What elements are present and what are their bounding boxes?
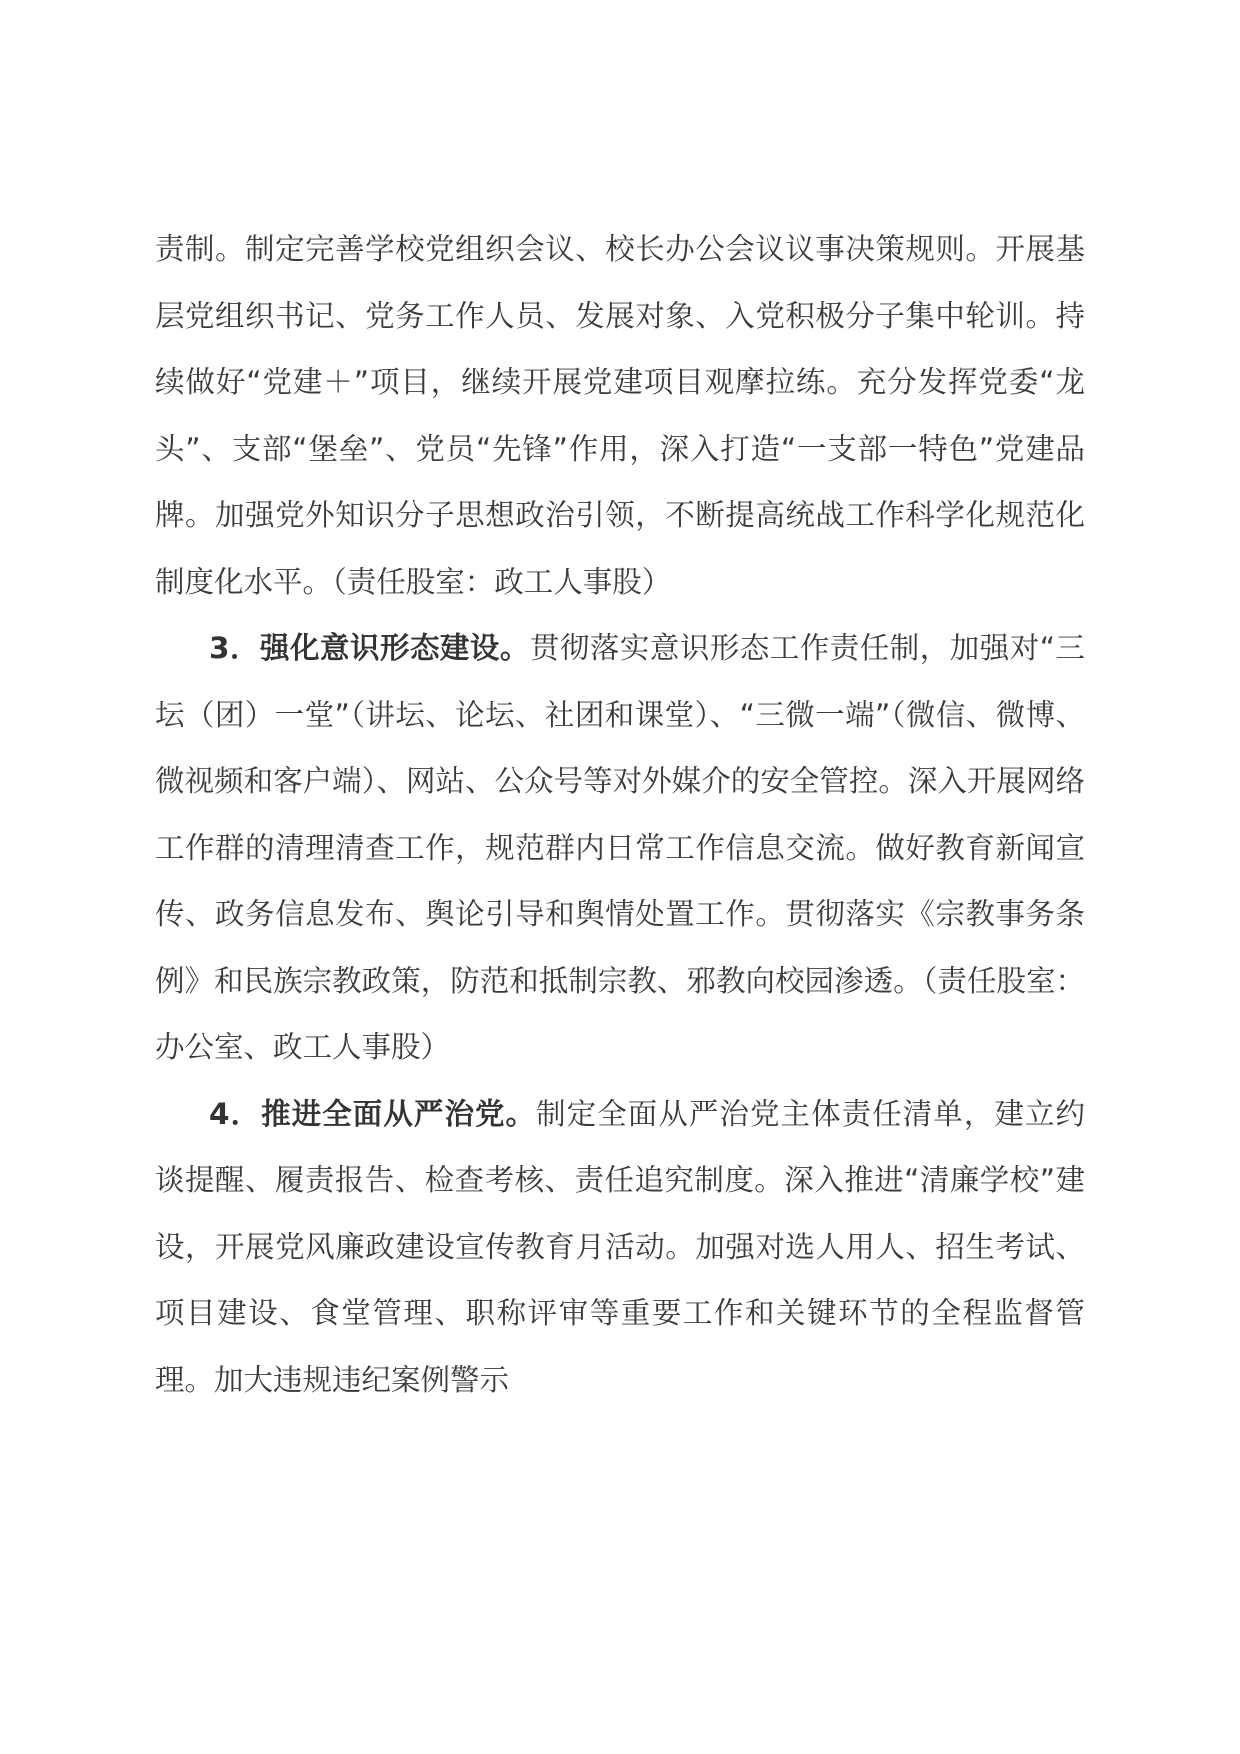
paragraph-text: 制定全面从严治党主体责任清单，建立约谈提醒、履责报告、检查考核、责任追究制度。深入推进“清廉学校”建设，开展党风廉政建设宣传教育月活动。加强对选人用人、招生考试、项目建设、食堂管理、职称评审等重要工作和关键环节的全程监督管理。加大违规违纪案例警示 xyxy=(155,1096,1085,1397)
paragraph-heading: 4．推进全面从严治党。 xyxy=(209,1096,537,1131)
paragraph-text: 责制。制定完善学校党组织会议、校长办公会议议事决策规则。开展基层党组织书记、党务工作人员、发展对象、入党积极分子集中轮训。持续做好“党建＋”项目，继续开展党建项目观摩拉练。充分发挥党委“龙头”、支部“堡垒”、党员“先锋”作用，深入打造“一支部一特色”党建品牌。加强党外知识分子思想政治引领，不断提高统战工作科学化规范化制度化水平。（责任股室：政工人事股） xyxy=(155,232,1085,599)
paragraph-strict-governance xyxy=(155,1081,1085,1414)
paragraph-text: 贯彻落实意识形态工作责任制，加强对“三坛（团）一堂”（讲坛、论坛、社团和课堂）、“三微一端”（微信、微博、微视频和客户端）、网站、公众号等对外媒介的安全管控。深入开展网络工作群的清理清查工作，规范群内日常工作信息交流。做好教育新闻宣传、政务信息发布、舆论引导和舆情处置工作。贯彻落实《宗教事务条例》和民族宗教政策，防范和抵制宗教、邪教向校园渗透。（责任股室：办公室、政工人事股） xyxy=(155,631,1085,1064)
paragraph-ideology xyxy=(155,615,1085,1081)
paragraph-party-building-continued xyxy=(155,216,1085,615)
paragraph-heading: 3．强化意识形态建设。 xyxy=(209,631,530,665)
document-body xyxy=(155,216,1085,1413)
